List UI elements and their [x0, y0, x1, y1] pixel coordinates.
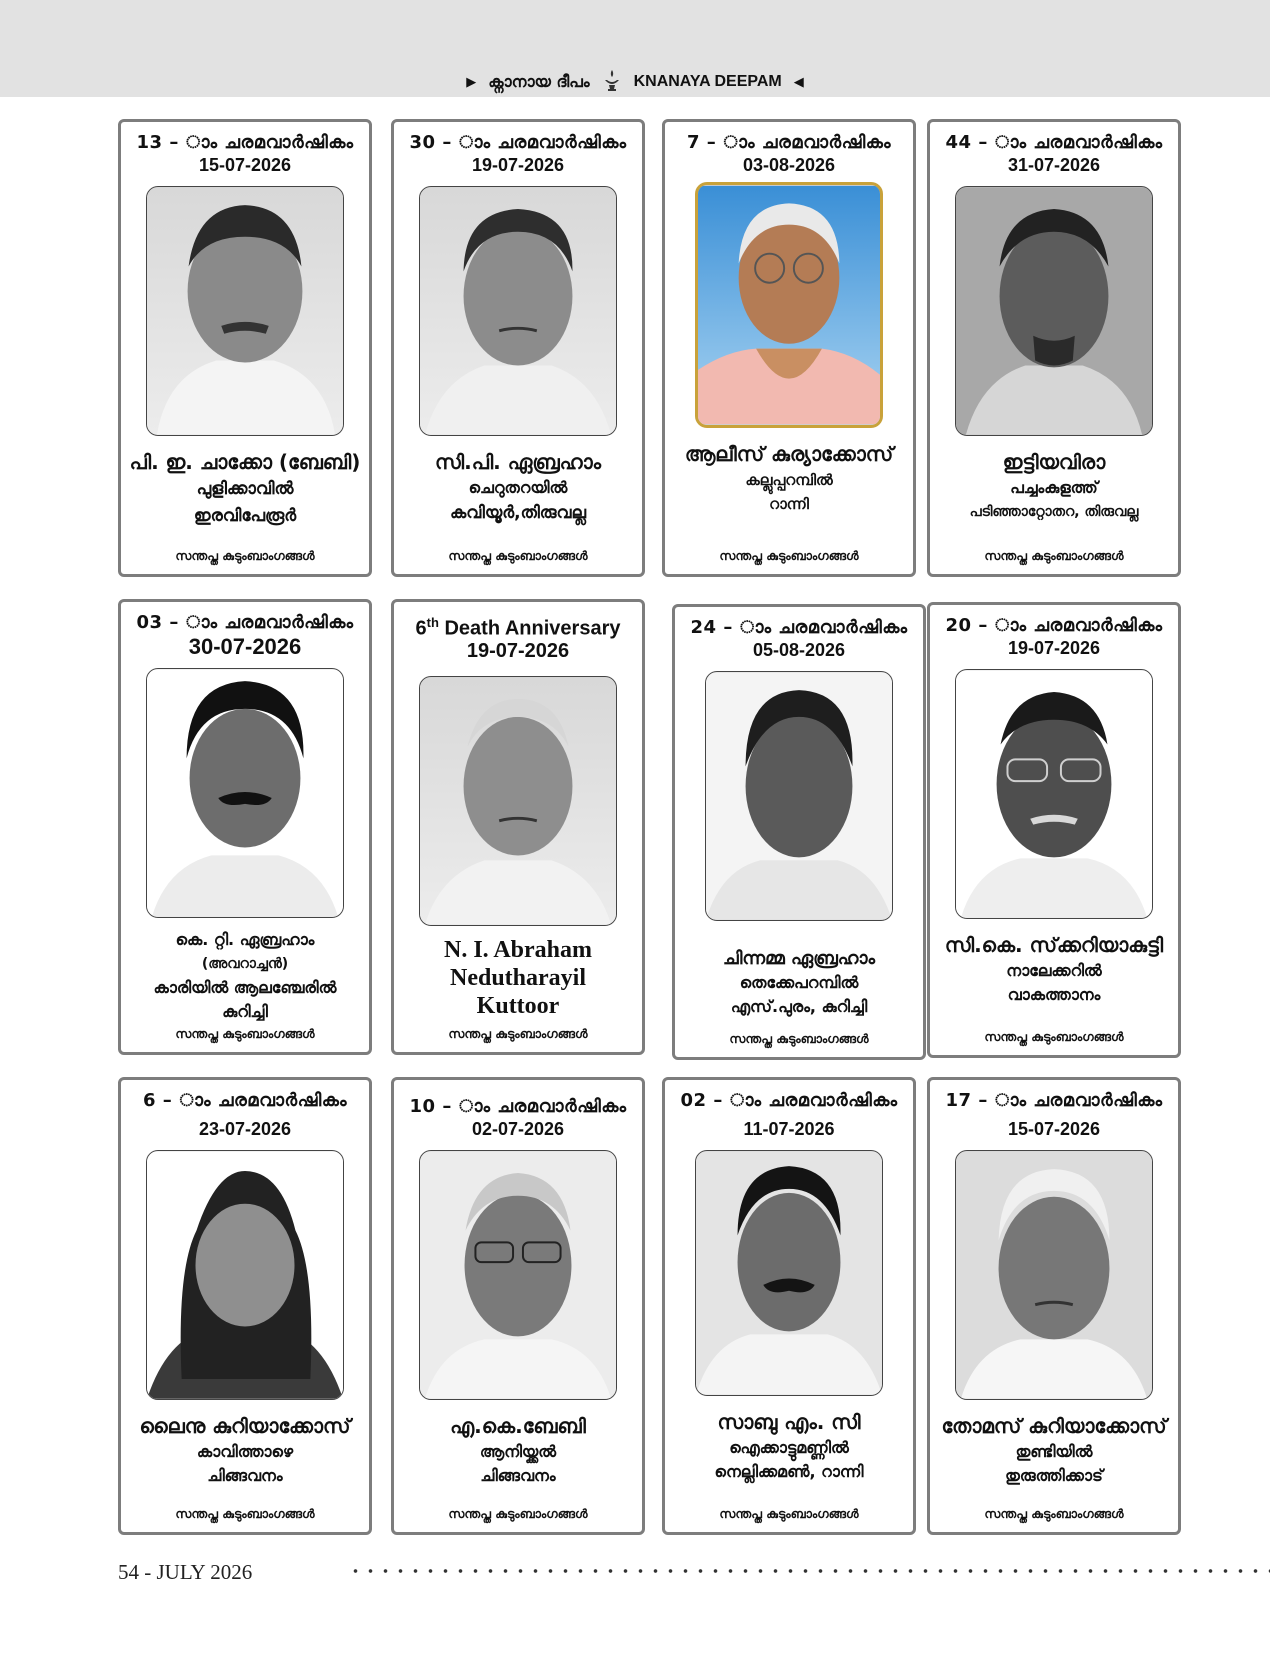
family-signature: സന്തപ്ത കുടുംബാംഗങ്ങൾ [984, 1029, 1124, 1044]
house-name: കാരിയിൽ ആലഞ്ചേരിൽ [153, 978, 337, 997]
house-name: ഐക്കാട്ടുമണ്ണിൽ [729, 1438, 849, 1457]
deceased-name: ഇട്ടിയവിരാ [1002, 450, 1106, 474]
anniversary-date: 15-07-2026 [1007, 1119, 1101, 1139]
obituary-card [672, 604, 926, 1060]
deceased-name: N. I. Abraham [443, 936, 593, 963]
portrait-photo [419, 676, 617, 926]
family-signature: സന്തപ്ത കുടുംബാംഗങ്ങൾ [448, 1506, 588, 1521]
anniversary-date: 15-07-2026 [198, 155, 292, 175]
portrait-photo [695, 1150, 883, 1396]
anniversary-date: 30-07-2026 [188, 634, 302, 659]
obituary-card [118, 119, 372, 577]
anniversary-title: 7 – ാം ചരമവാർഷികം [687, 132, 891, 153]
house-name: Nedutharayil [449, 964, 586, 991]
place-name: കവിയൂർ,തിരുവല്ല [450, 503, 586, 523]
house-name: തെക്കേപറമ്പിൽ [739, 973, 859, 992]
anniversary-date: 23-07-2026 [198, 1119, 292, 1139]
deceased-name: സാബു എം. സി [717, 1410, 861, 1434]
magazine-title-english: KNANAYA DEEPAM [633, 73, 782, 90]
deceased-name: സി.പി. ഏബ്രഹാം [434, 450, 602, 474]
place-name: ഇരവിപേരൂർ [193, 506, 297, 526]
oil-lamp-icon [602, 68, 622, 96]
house-name: തുണ്ടിയിൽ [1015, 1442, 1093, 1461]
portrait-photo [695, 182, 883, 428]
deceased-name: തോമസ് കുറിയാക്കോസ് [941, 1414, 1167, 1438]
portrait-photo [705, 671, 893, 921]
portrait-photo [955, 669, 1153, 919]
place-name: വാകത്താനം [1007, 985, 1101, 1004]
family-signature: സന്തപ്ത കുടുംബാംഗങ്ങൾ [175, 548, 315, 563]
magazine-title-malayalam: ക്നാനായ ദീപം [488, 72, 590, 91]
anniversary-date: 19-07-2026 [1007, 638, 1101, 658]
portrait-photo [419, 186, 617, 436]
anniversary-date: 31-07-2026 [1007, 155, 1101, 175]
anniversary-title: 20 – ാം ചരമവാർഷികം [945, 615, 1163, 636]
anniversary-date: 19-07-2026 [466, 639, 570, 662]
portrait-photo [955, 1150, 1153, 1400]
anniversary-date: 19-07-2026 [471, 155, 565, 175]
anniversary-title [416, 612, 621, 640]
family-signature: സന്തപ്ത കുടുംബാംഗങ്ങൾ [719, 1506, 859, 1521]
place-name: പടിഞ്ഞാറ്റോതറ, തിരുവല്ല [969, 504, 1139, 520]
house-name: പച്ചംകുളത്ത് [1010, 478, 1098, 497]
obituary-card [662, 1077, 916, 1535]
obituary-card [118, 599, 372, 1055]
deceased-name: എ.കെ.ബേബി [450, 1414, 586, 1438]
obituary-card [927, 602, 1181, 1058]
anniversary-title: 13 – ാം ചരമവാർഷികം [136, 132, 354, 153]
house-name: പുളിക്കാവിൽ [196, 479, 294, 499]
obituary-card [118, 1077, 372, 1535]
right-pointer-icon: ▶ [466, 74, 477, 90]
place-name: കുറിച്ചി [222, 1002, 268, 1021]
place-name: തുരുത്തിക്കാട് [1005, 1466, 1103, 1485]
family-signature: സന്തപ്ത കുടുംബാംഗങ്ങൾ [984, 1506, 1124, 1521]
page-number: 54 - JULY 2026 [118, 1560, 253, 1584]
deceased-name: ലൈനു കുറിയാക്കോസ് [139, 1414, 351, 1438]
place-name: ചിങ്ങവനം [207, 1466, 283, 1485]
anniversary-title: 30 – ാം ചരമവാർഷികം [409, 132, 627, 153]
deceased-name: പി. ഇ. ചാക്കോ (ബേബി) [129, 450, 361, 474]
portrait-photo [419, 1150, 617, 1400]
obituary-card [662, 119, 916, 577]
deceased-name: സി.കെ. സ്‌ക്കറിയാകുട്ടി [944, 933, 1164, 957]
anniversary-ordinal: 6 [415, 617, 427, 640]
portrait-photo [146, 668, 344, 918]
family-signature: സന്തപ്ത കുടുംബാംഗങ്ങൾ [729, 1031, 869, 1046]
anniversary-label: Death Anniversary [438, 617, 621, 640]
anniversary-title: 03 – ാം ചരമവാർഷികം [136, 612, 354, 633]
left-pointer-icon: ◀ [793, 74, 804, 90]
nickname: (അവറാച്ചൻ) [201, 956, 289, 972]
family-signature: സന്തപ്ത കുടുംബാംഗങ്ങൾ [448, 548, 588, 563]
portrait-photo [146, 1150, 344, 1400]
house-name: നാലേക്കറിൽ [1006, 961, 1102, 980]
obituary-card [391, 1077, 645, 1535]
house-name: ആനിയ്ക്കൽ [479, 1442, 557, 1461]
anniversary-title: 6 – ാം ചരമവാർഷികം [143, 1090, 347, 1111]
anniversary-date: 11-07-2026 [743, 1119, 835, 1139]
family-signature: സന്തപ്ത കുടുംബാംഗങ്ങൾ [175, 1506, 315, 1521]
place-name: എസ്.പുരം, കുറിച്ചി [730, 997, 868, 1016]
obituary-card [391, 599, 645, 1055]
family-signature: സന്തപ്ത കുടുംബാംഗങ്ങൾ [719, 548, 859, 563]
obituary-card [391, 119, 645, 577]
house-name: ചെറുതറയിൽ [468, 478, 568, 497]
anniversary-title: 44 – ാം ചരമവാർഷികം [945, 132, 1163, 153]
house-name: കാവിത്താഴെ [196, 1442, 294, 1461]
place-name: നെല്ലിക്കമൺ, റാന്നി [714, 1462, 864, 1481]
deceased-name: ആലീസ് കുര്യാക്കോസ് [684, 442, 894, 466]
obituary-card [927, 1077, 1181, 1535]
family-signature: സന്തപ്ത കുടുംബാംഗങ്ങൾ [984, 548, 1124, 563]
place-name: ചിങ്ങവനം [480, 1466, 556, 1485]
obituary-card [927, 119, 1181, 577]
family-signature: സന്തപ്ത കുടുംബാംഗങ്ങൾ [175, 1026, 315, 1041]
magazine-header [0, 70, 1270, 94]
family-signature: സന്തപ്ത കുടുംബാംഗങ്ങൾ [448, 1026, 588, 1041]
anniversary-title: 02 – ാം ചരമവാർഷികം [680, 1090, 898, 1111]
anniversary-title: 17 – ാം ചരമവാർഷികം [945, 1090, 1163, 1111]
anniversary-title: 24 – ാം ചരമവാർഷികം [690, 617, 908, 638]
house-name: കല്ലുപ്പറമ്പിൽ [745, 471, 833, 489]
ordinal-suffix: th [426, 615, 439, 630]
dotted-divider [348, 1566, 1270, 1576]
place-name: റാന്നി [769, 495, 809, 513]
anniversary-date: 02-07-2026 [471, 1119, 565, 1139]
portrait-photo [146, 186, 344, 436]
anniversary-date: 05-08-2026 [752, 640, 846, 660]
portrait-photo [955, 186, 1153, 436]
place-name: Kuttoor [476, 992, 560, 1019]
anniversary-title: 10 – ാം ചരമവാർഷികം [409, 1096, 627, 1117]
deceased-name: കെ. റ്റി. ഏബ്രഹാം [175, 930, 315, 949]
deceased-name: ചിന്നമ്മ ഏബ്രഹാം [722, 948, 876, 969]
anniversary-date: 03-08-2026 [742, 155, 836, 175]
